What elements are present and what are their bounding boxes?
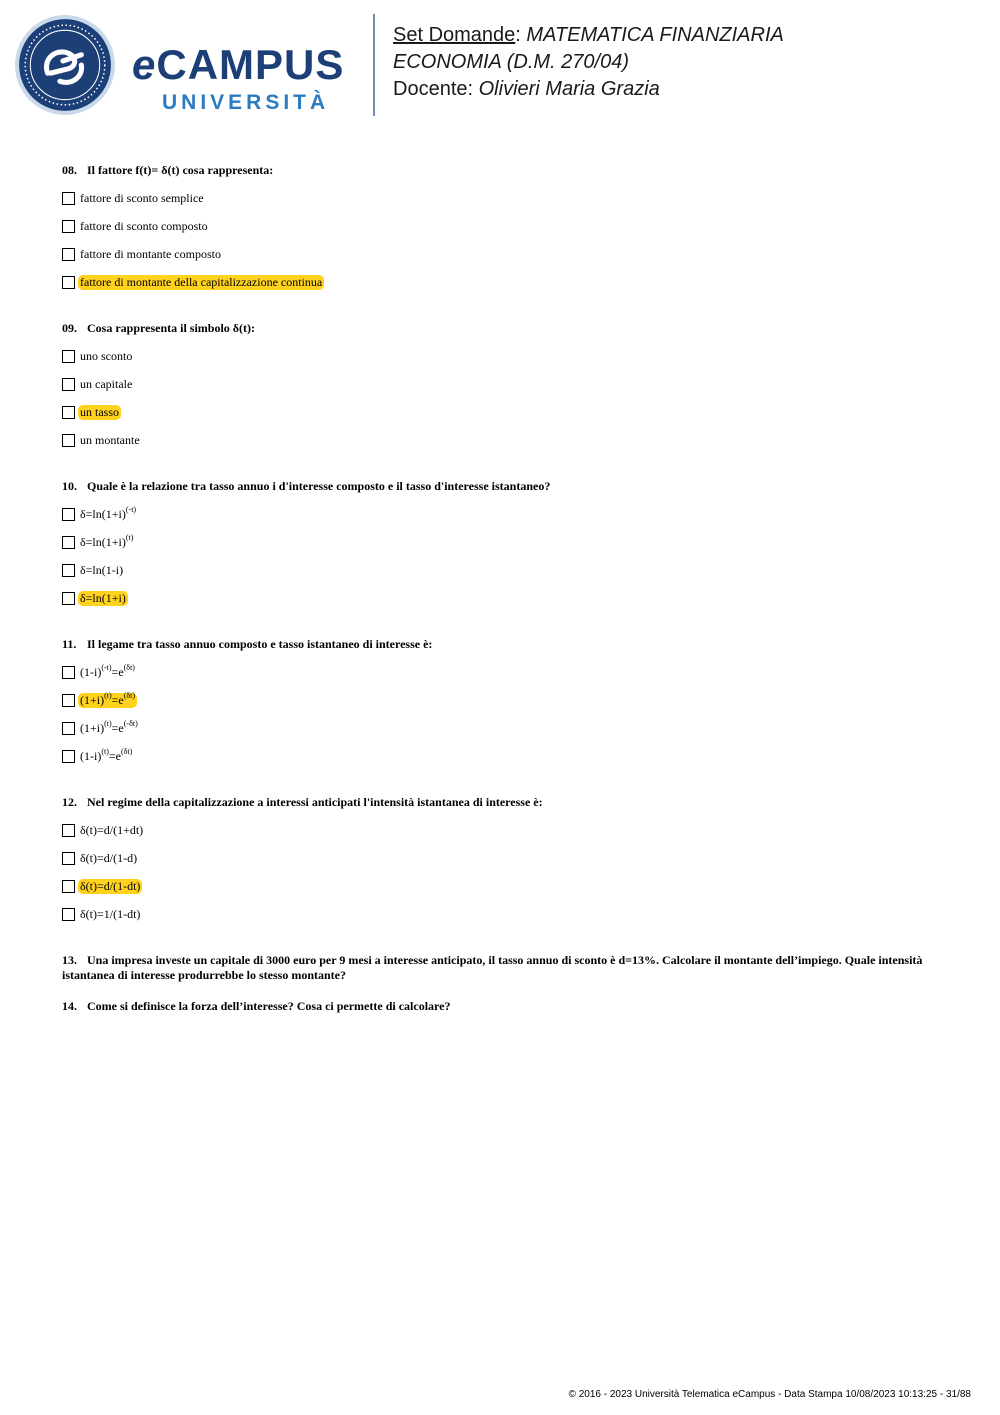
formula-base: (1+i) — [80, 693, 105, 707]
answer-text — [78, 563, 125, 578]
question-title — [62, 795, 942, 810]
answer-options — [62, 665, 942, 777]
header-line-program — [393, 49, 784, 76]
answer-text: un capitale — [80, 377, 133, 391]
page-footer: © 2016 - 2023 Università Telematica eCampus - Data Stampa 10/08/2023 10:13:25 - 31/88 — [568, 1389, 971, 1400]
answer-option[interactable] — [62, 907, 942, 935]
answer-checkbox[interactable] — [62, 880, 75, 893]
set-label: Set Domande — [393, 24, 516, 46]
answer-checkbox[interactable] — [62, 824, 75, 837]
answer-text — [78, 507, 138, 522]
answer-text-highlighted: δ(t)=d/(1-dt) — [80, 879, 141, 893]
formula-middle: =e — [111, 693, 124, 707]
formula-base: δ=ln(1-i) — [80, 563, 124, 577]
formula-base: (1-i) — [80, 749, 102, 763]
answer-option[interactable] — [62, 693, 942, 721]
formula-middle: =e — [111, 721, 124, 735]
question-title — [62, 321, 942, 336]
header-divider — [373, 14, 375, 116]
answer-text — [78, 721, 140, 736]
document-header — [393, 22, 784, 103]
question-number: 08. — [62, 163, 77, 177]
answer-option[interactable] — [62, 721, 942, 749]
answer-text — [78, 665, 137, 680]
answer-checkbox[interactable] — [62, 248, 75, 261]
question-number: 11. — [62, 637, 77, 651]
answer-text-highlighted — [78, 693, 137, 708]
formula-exponent: (-t) — [125, 505, 137, 514]
answer-option[interactable] — [62, 191, 942, 219]
formula-base: δ=ln(1+i) — [80, 535, 126, 549]
formula-middle: =e — [111, 665, 124, 679]
answer-checkbox[interactable] — [62, 592, 75, 605]
answer-checkbox[interactable] — [62, 666, 75, 679]
answer-checkbox[interactable] — [62, 406, 75, 419]
formula-exponent: (t) — [101, 747, 109, 756]
formula-exponent: (t) — [125, 533, 134, 542]
answer-checkbox[interactable] — [62, 694, 75, 707]
answer-text: δ(t)=d/(1-d) — [80, 851, 138, 865]
answer-options — [62, 507, 942, 619]
answer-text: δ(t)=d/(1+dt) — [80, 823, 144, 837]
formula-exponent: (t) — [104, 719, 112, 728]
question-title — [62, 999, 942, 1014]
formula-exponent: (-t) — [101, 663, 112, 672]
answer-text: δ(t)=1/(1-dt) — [80, 907, 141, 921]
answer-option[interactable] — [62, 349, 942, 377]
answer-option[interactable] — [62, 405, 942, 433]
question-text: Nel regime della capitalizzazione a interessi anticipati l'intensità istantanea di interesse è: — [87, 795, 543, 809]
answer-checkbox[interactable] — [62, 908, 75, 921]
question-text: Cosa rappresenta il simbolo δ(t): — [87, 321, 255, 335]
question-title — [62, 163, 942, 178]
question — [62, 637, 942, 777]
answer-option[interactable] — [62, 377, 942, 405]
formula-exponent: (δt) — [120, 747, 133, 756]
answer-checkbox[interactable] — [62, 350, 75, 363]
answer-checkbox[interactable] — [62, 434, 75, 447]
answer-option[interactable] — [62, 879, 942, 907]
question-number: 10. — [62, 479, 77, 493]
question — [62, 999, 942, 1014]
formula-base: δ=ln(1+i) — [80, 507, 126, 521]
ecampus-logo — [14, 14, 359, 118]
formula-exponent: (δt) — [123, 663, 135, 672]
question — [62, 321, 942, 461]
question-list — [62, 163, 942, 1030]
answer-text: fattore di sconto composto — [80, 219, 208, 233]
answer-checkbox[interactable] — [62, 192, 75, 205]
question-text: Il legame tra tasso annuo composto e tasso istantaneo di interesse è: — [87, 637, 433, 651]
header-line-course: Set Domande: MATEMATICA FINANZIARIA — [393, 24, 784, 46]
question-title — [62, 637, 942, 652]
answer-option[interactable] — [62, 275, 942, 303]
formula-exponent: (-δt) — [123, 719, 138, 728]
answer-option[interactable] — [62, 851, 942, 879]
answer-checkbox[interactable] — [62, 220, 75, 233]
formula-base: (1-i) — [80, 665, 102, 679]
question-text: Come si definisce la forza dell’interesse? Cosa ci permette di calcolare? — [87, 999, 451, 1013]
question — [62, 479, 942, 619]
question-title — [62, 479, 942, 494]
question-title — [62, 953, 942, 983]
answer-option[interactable] — [62, 749, 942, 777]
program-name: ECONOMIA (D.M. 270/04) — [393, 51, 629, 73]
answer-option[interactable] — [62, 591, 942, 619]
question-text: Una impresa investe un capitale di 3000 euro per 9 mesi a interesse anticipato, il tasso annuo di sconto è d=13%. Calcolare il montante dell’impiego. Quale intensità istantanea di interesse produrrebbe lo stesso montante? — [62, 953, 923, 982]
question-number: 12. — [62, 795, 77, 809]
answer-option[interactable] — [62, 219, 942, 247]
formula-exponent: (t) — [104, 691, 112, 700]
question-text: Quale è la relazione tra tasso annuo i d'interesse composto e il tasso d'interesse istantaneo? — [87, 479, 551, 493]
answer-checkbox[interactable] — [62, 722, 75, 735]
header-line-teacher — [393, 76, 784, 103]
formula-base: δ=ln(1+i) — [80, 591, 126, 605]
answer-text: fattore di sconto semplice — [80, 191, 204, 205]
formula-base: (1+i) — [80, 721, 105, 735]
answer-checkbox[interactable] — [62, 536, 75, 549]
answer-checkbox[interactable] — [62, 508, 75, 521]
ecampus-seal-icon — [14, 14, 116, 116]
question — [62, 795, 942, 935]
answer-text: fattore di montante composto — [80, 247, 221, 261]
question-number: 09. — [62, 321, 77, 335]
answer-option[interactable] — [62, 823, 942, 851]
answer-options — [62, 349, 942, 461]
answer-option[interactable] — [62, 433, 942, 461]
answer-option[interactable] — [62, 507, 942, 535]
answer-checkbox[interactable] — [62, 378, 75, 391]
answer-option[interactable] — [62, 247, 942, 275]
answer-option[interactable] — [62, 563, 942, 591]
teacher-name: Olivieri Maria Grazia — [478, 78, 660, 100]
question-number: 13. — [62, 953, 77, 967]
answer-text — [78, 535, 135, 550]
formula-exponent: (δt) — [123, 691, 136, 700]
question — [62, 953, 942, 983]
answer-checkbox[interactable] — [62, 750, 75, 763]
logo-subtitle: UNIVERSITÀ — [162, 91, 330, 114]
answer-option[interactable] — [62, 665, 942, 693]
answer-options — [62, 191, 942, 303]
logo-wordmark: eCAMPUS — [132, 41, 345, 88]
answer-checkbox[interactable] — [62, 276, 75, 289]
question-text: Il fattore f(t)= δ(t) cosa rappresenta: — [87, 163, 274, 177]
answer-text-highlighted: un tasso — [80, 405, 119, 419]
answer-options — [62, 823, 942, 935]
teacher-label: Docente: — [393, 78, 474, 100]
answer-text — [78, 749, 134, 764]
formula-middle: =e — [108, 749, 121, 763]
answer-text-highlighted — [78, 591, 128, 606]
answer-text-highlighted: fattore di montante della capitalizzazione continua — [80, 275, 323, 289]
answer-text: uno sconto — [80, 349, 133, 363]
answer-text: un montante — [80, 433, 140, 447]
answer-option[interactable] — [62, 535, 942, 563]
course-name: MATEMATICA FINANZIARIA — [526, 24, 784, 46]
question — [62, 163, 942, 303]
answer-checkbox[interactable] — [62, 564, 75, 577]
question-number: 14. — [62, 999, 77, 1013]
answer-checkbox[interactable] — [62, 852, 75, 865]
